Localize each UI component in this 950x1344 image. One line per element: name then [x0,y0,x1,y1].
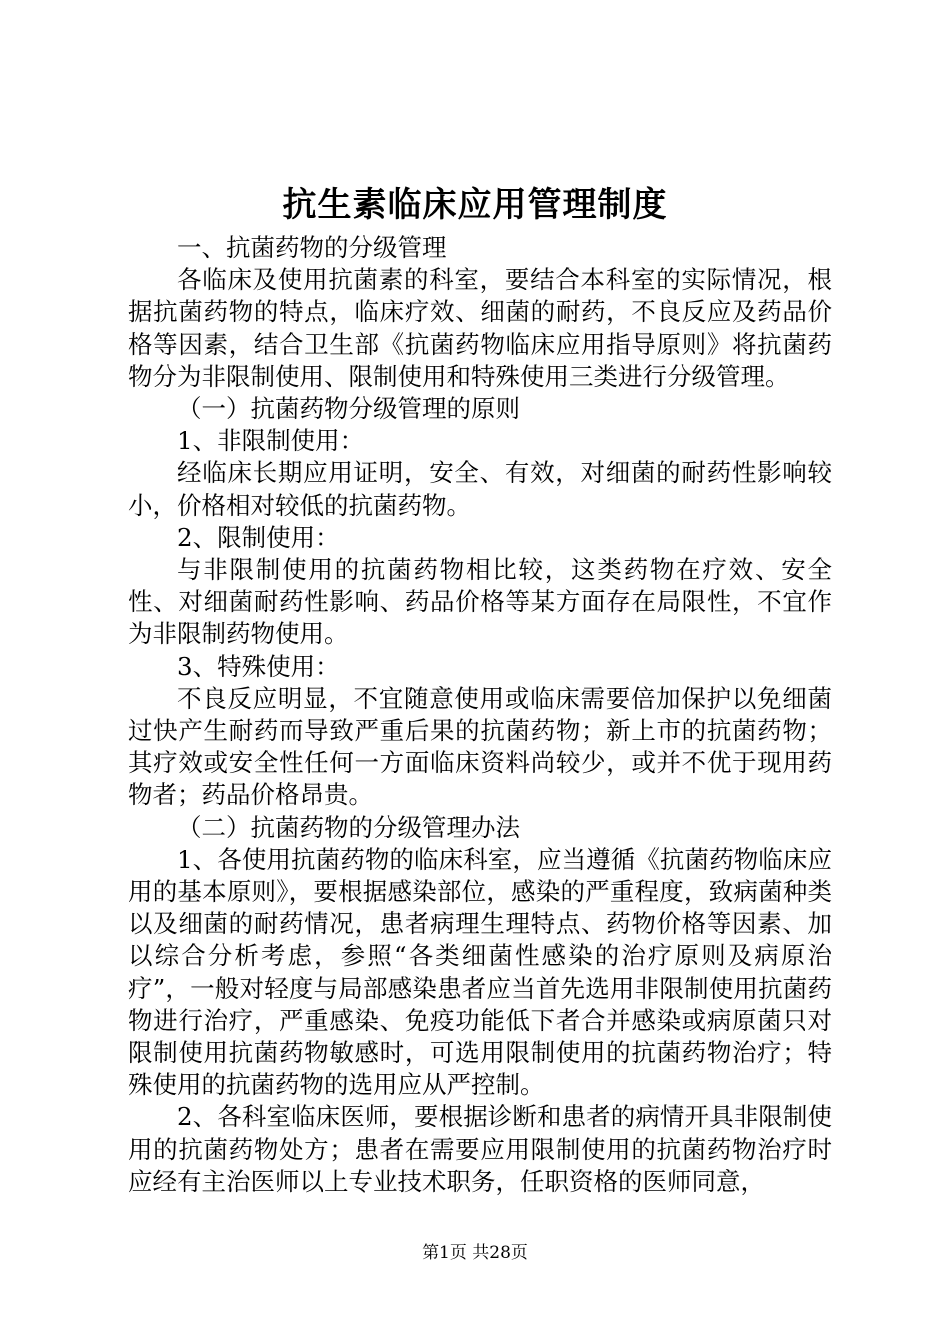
paragraph: 不良反应明显，不宜随意使用或临床需要倍加保护以免细菌过快产生耐药而导致严重后果的抗菌药物；新上市的抗菌药物；其疗效或安全性任何一方面临床资料尚较少，或并不优于现用药物者；药品价格昂贵。 [128,683,832,810]
item-heading: 3、特殊使用： [177,651,340,681]
paragraph: 各临床及使用抗菌素的科室，要结合本科室的实际情况，根据抗菌药物的特点，临床疗效、细菌的耐药，不良反应及药品价格等因素，结合卫生部《抗菌药物临床应用指导原则》将抗菌药物分为非限制使用、限制使用和特殊使用三类进行分级管理。 [128,265,832,391]
item-heading: 1、非限制使用： [177,426,365,456]
page-footer: 第1页 共28页 [422,1243,528,1263]
item-heading: 2、限制使用： [177,522,340,552]
subsection-heading: （一）抗菌药物分级管理的原则 [177,394,520,424]
paragraph: 2、各科室临床医师，要根据诊断和患者的病情开具非限制使用的抗菌药物处方；患者在需要应用限制使用的抗菌药物治疗时应经有主治医师以上专业技术职务，任职资格的医师同意， [128,1102,832,1196]
document-body [128,232,832,1198]
paragraph: 经临床长期应用证明，安全、有效，对细菌的耐药性影响较小，价格相对较低的抗菌药物。 [128,458,832,520]
paragraph: 1、各使用抗菌药物的临床科室，应当遵循《抗菌药物临床应用的基本原则》，要根据感染部位，感染的严重程度，致病菌种类以及细菌的耐药情况，患者病理生理特点、药物价格等因素、加以综合分析考虑，参照“各类细菌性感染的治疗原则及病原治疗”，一般对轻度与局部感染患者应当首先选用非限制使用抗菌药物进行治疗，严重感染、免疫功能低下者合并感染或病原菌只对限制使用抗菌药物敏感时，可选用限制使用的抗菌药物治疗；特殊使用的抗菌药物的选用应从严控制。 [128,844,832,1100]
subsection-heading: （二）抗菌药物的分级管理办法 [177,812,520,842]
section-heading: 一、抗菌药物的分级管理 [177,233,447,262]
paragraph: 与非限制使用的抗菌药物相比较，这类药物在疗效、安全性、对细菌耐药性影响、药品价格等某方面存在局限性，不宜作为非限制药物使用。 [128,555,832,649]
document-title: 抗生素临床应用管理制度 [282,185,668,225]
